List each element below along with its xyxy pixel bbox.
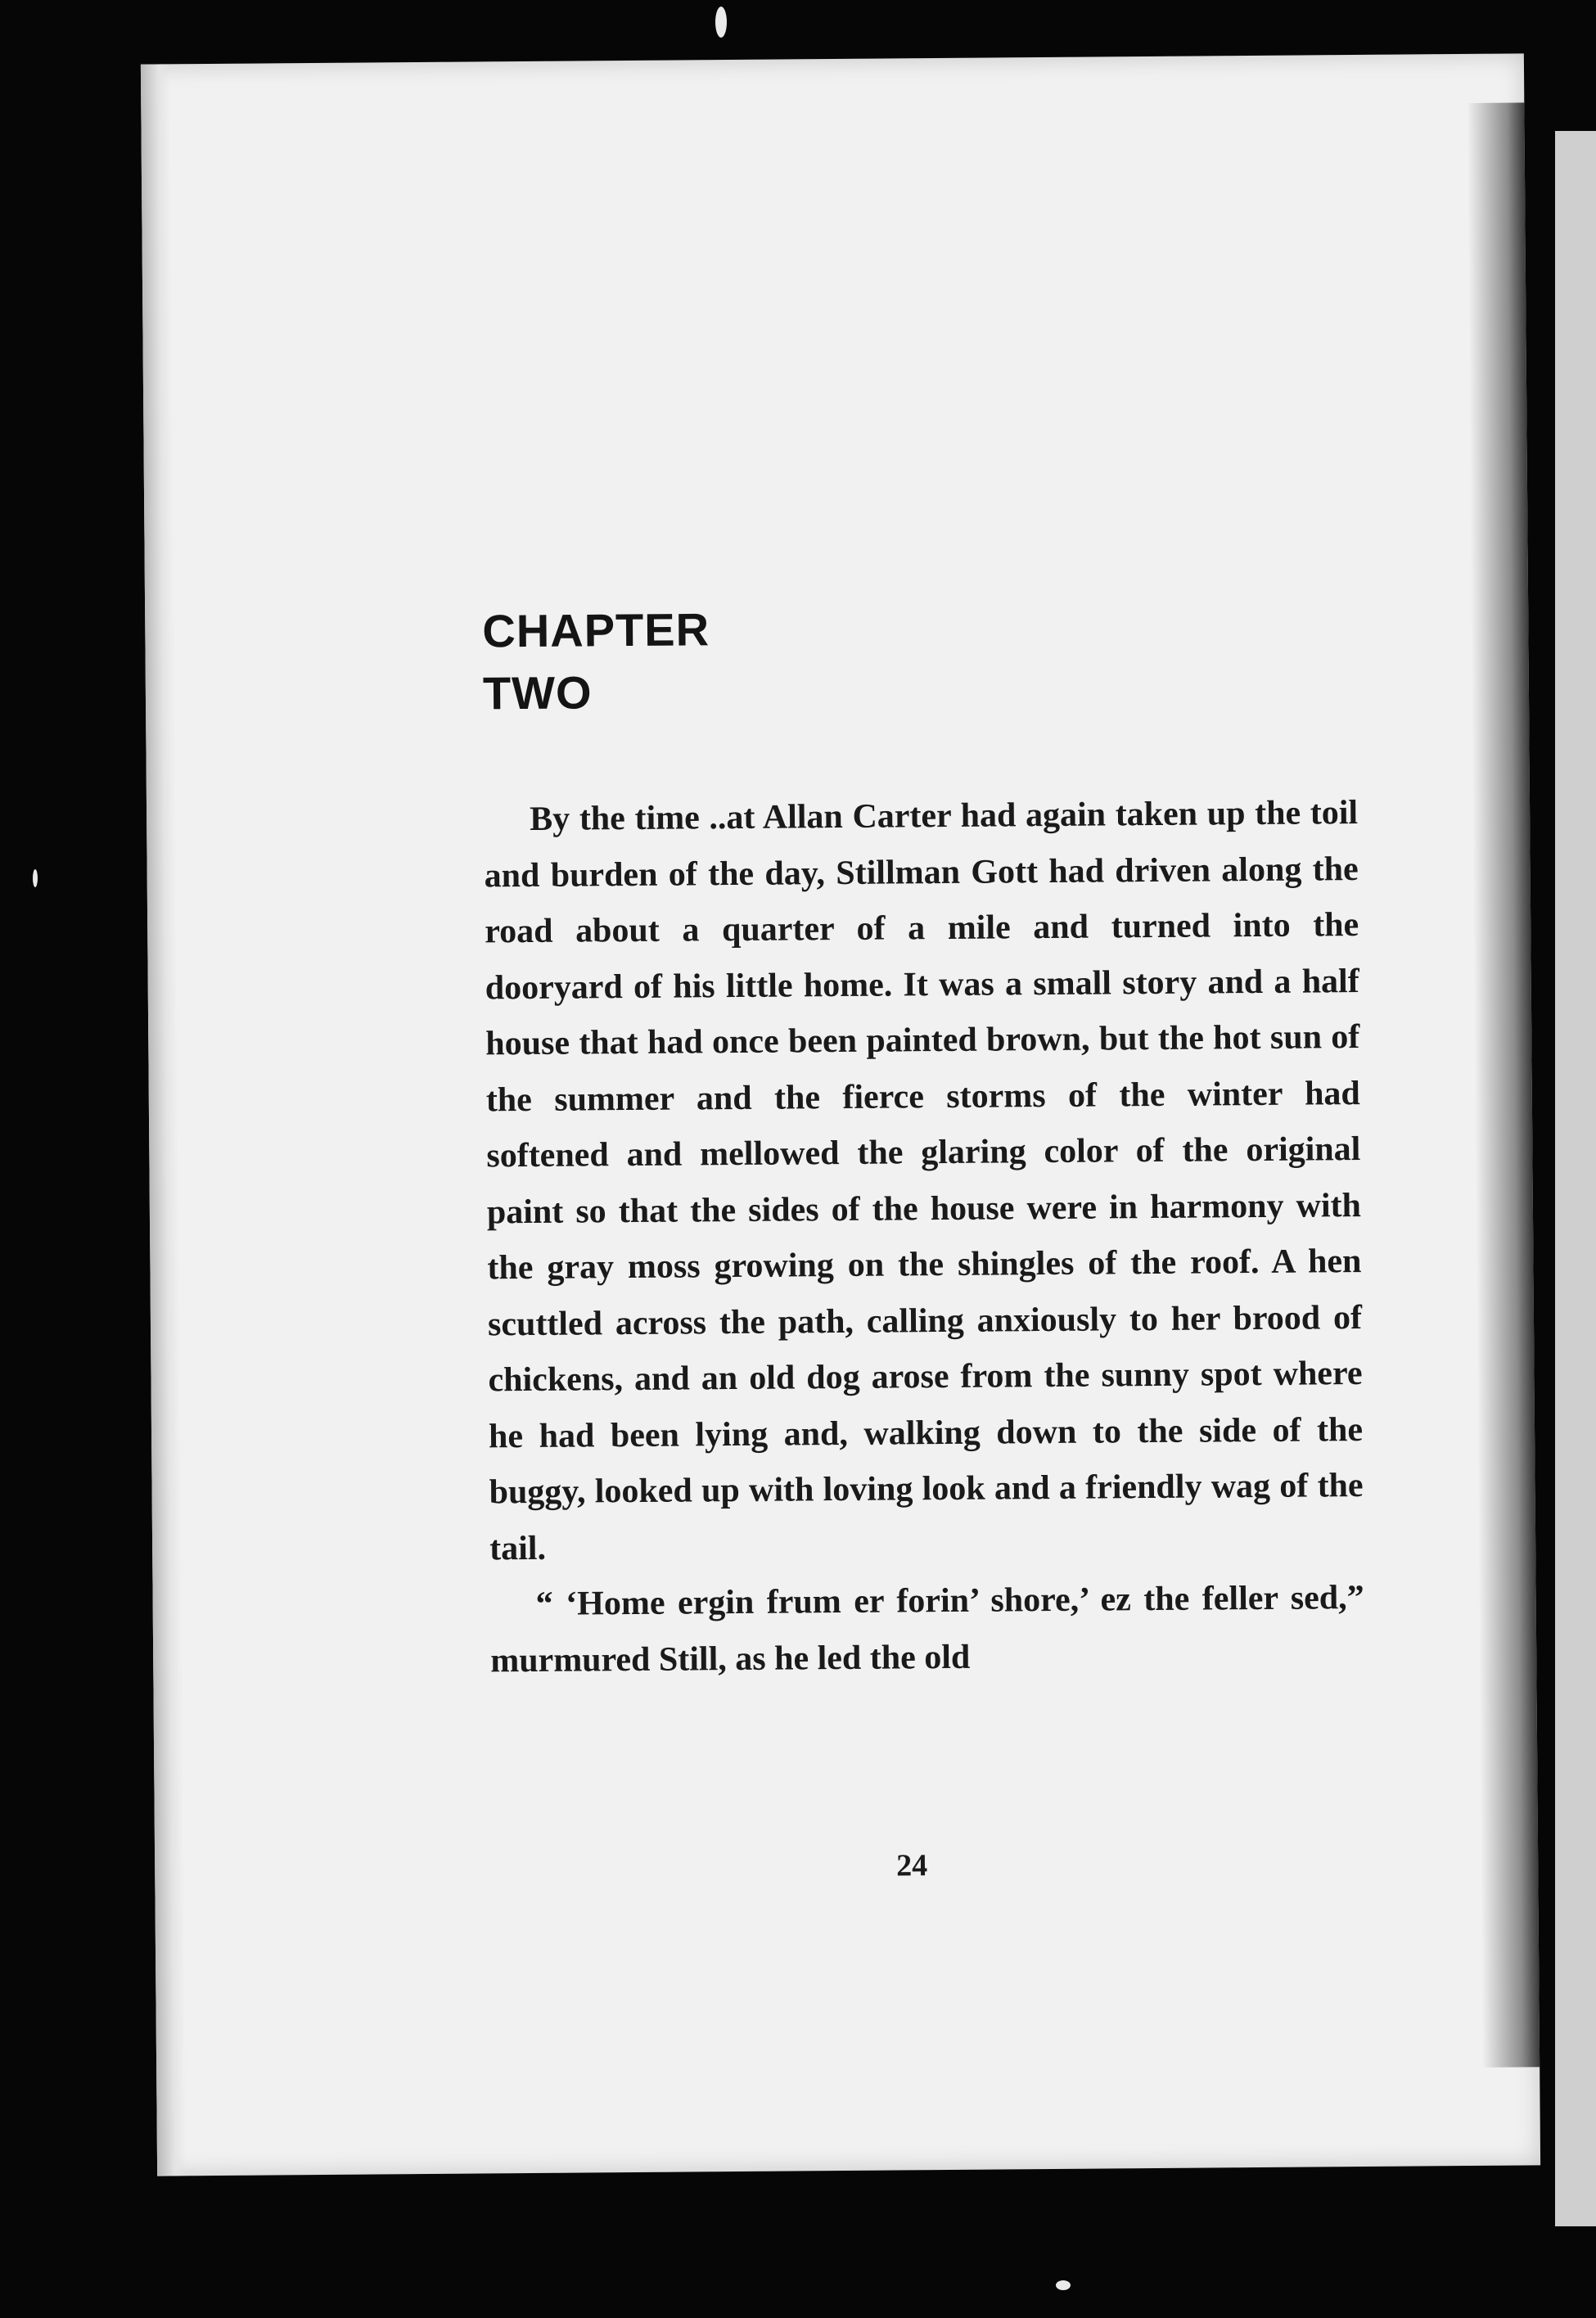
chapter-heading [482,598,710,724]
scan-speck [1056,2280,1071,2290]
chapter-body [484,785,1365,1689]
scan-speck [715,7,727,38]
page-number: 24 [896,1848,928,1883]
book-page [141,53,1540,2176]
next-page-edge [1555,131,1596,2226]
paragraph: By the time ..at Allan Carter had again taken up the toil and burden of the day, Stillman Gott had driven along the road about a quarter of a mile and turned into the dooryard of his little home. It was a small story and a half house that had once been painted brown, but the hot sun of the summer and the fierce storms of the winter had softened and mellowed the glaring color of the original paint so that the sides of the house were in harmony with the gray moss growing on the shingles of the roof. A hen scuttled across the path, calling anxiously to her brood of chickens, and an old dog arose from the sunny spot where he had been lying and, walking down to the side of the buggy, looked up with loving look and a friendly wag of the tail. [484,794,1364,1567]
chapter-heading-line: TWO [482,666,593,719]
paragraph: “ ‘Home ergin frum er forin’ shore,’ ez the feller sed,” murmured Still, as he led the old [490,1578,1364,1680]
chapter-heading-line: CHAPTER [482,603,710,657]
scan-speck [33,869,38,887]
